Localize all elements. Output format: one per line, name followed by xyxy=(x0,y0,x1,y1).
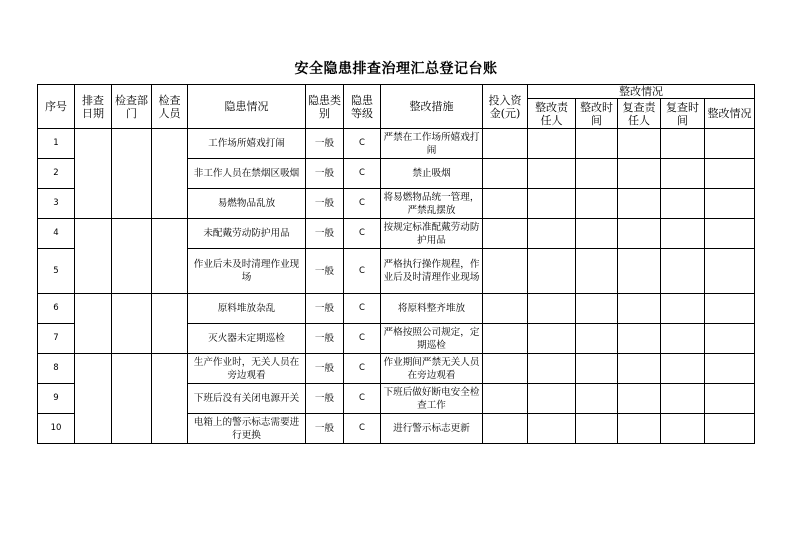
rectify-person-cell xyxy=(528,324,576,354)
rectify-status-cell xyxy=(705,384,755,414)
measure-cell: 作业期间严禁无关人员在旁边观看 xyxy=(381,354,483,384)
rectify-status-cell xyxy=(705,189,755,219)
type-cell: 一般 xyxy=(306,219,344,249)
investment-cell xyxy=(483,219,528,249)
hazard-cell: 非工作人员在禁烟区吸烟 xyxy=(188,159,306,189)
table-row xyxy=(38,354,755,384)
header-rectify-status: 整改情况 xyxy=(705,99,755,129)
investment-cell xyxy=(483,294,528,324)
review-time-cell xyxy=(661,384,705,414)
review-person-cell xyxy=(618,129,661,159)
dept-cell xyxy=(112,294,152,354)
rectify-person-cell xyxy=(528,294,576,324)
rectify-person-cell xyxy=(528,414,576,444)
header-rectify-group: 整改情况 xyxy=(528,85,755,99)
review-person-cell xyxy=(618,189,661,219)
review-person-cell xyxy=(618,354,661,384)
header-hazard-level: 隐患等级 xyxy=(344,85,381,129)
row-number: 5 xyxy=(38,249,75,294)
hazard-cell: 未配戴劳动防护用品 xyxy=(188,219,306,249)
rectify-status-cell xyxy=(705,159,755,189)
type-cell: 一般 xyxy=(306,294,344,324)
row-number: 10 xyxy=(38,414,75,444)
row-number: 1 xyxy=(38,129,75,159)
hazard-ledger-table xyxy=(37,84,755,444)
date-cell xyxy=(75,354,112,444)
level-cell: C xyxy=(344,324,381,354)
type-cell: 一般 xyxy=(306,324,344,354)
review-time-cell xyxy=(661,189,705,219)
rectify-person-cell xyxy=(528,219,576,249)
inspector-cell xyxy=(152,129,188,219)
level-cell: C xyxy=(344,294,381,324)
row-number: 9 xyxy=(38,384,75,414)
header-check-dept: 检查部门 xyxy=(112,85,152,129)
header-check-date: 排查日期 xyxy=(75,85,112,129)
hazard-cell: 下班后没有关闭电源开关 xyxy=(188,384,306,414)
rectify-status-cell xyxy=(705,129,755,159)
header-inspector: 检查人员 xyxy=(152,85,188,129)
rectify-time-cell xyxy=(576,129,618,159)
date-cell xyxy=(75,129,112,219)
rectify-status-cell xyxy=(705,294,755,324)
type-cell: 一般 xyxy=(306,129,344,159)
level-cell: C xyxy=(344,189,381,219)
header-measure: 整改措施 xyxy=(381,85,483,129)
rectify-person-cell xyxy=(528,129,576,159)
review-time-cell xyxy=(661,324,705,354)
dept-cell xyxy=(112,219,152,294)
rectify-person-cell xyxy=(528,159,576,189)
review-person-cell xyxy=(618,384,661,414)
review-time-cell xyxy=(661,414,705,444)
hazard-cell: 原料堆放杂乱 xyxy=(188,294,306,324)
rectify-status-cell xyxy=(705,219,755,249)
page-title: 安全隐患排查治理汇总登记台账 xyxy=(294,61,498,77)
measure-cell: 禁止吸烟 xyxy=(381,159,483,189)
rectify-time-cell xyxy=(576,354,618,384)
dept-cell xyxy=(112,129,152,219)
header-hazard-type: 隐患类别 xyxy=(306,85,344,129)
rectify-time-cell xyxy=(576,159,618,189)
rectify-person-cell xyxy=(528,249,576,294)
review-time-cell xyxy=(661,249,705,294)
review-person-cell xyxy=(618,414,661,444)
investment-cell xyxy=(483,414,528,444)
type-cell: 一般 xyxy=(306,354,344,384)
date-cell xyxy=(75,294,112,354)
rectify-status-cell xyxy=(705,414,755,444)
hazard-cell: 工作场所嬉戏打闹 xyxy=(188,129,306,159)
rectify-status-cell xyxy=(705,324,755,354)
header-rectify-time: 整改时间 xyxy=(576,99,618,129)
hazard-cell: 易燃物品乱放 xyxy=(188,189,306,219)
header-seq: 序号 xyxy=(38,85,75,129)
review-person-cell xyxy=(618,159,661,189)
review-time-cell xyxy=(661,294,705,324)
level-cell: C xyxy=(344,414,381,444)
measure-cell: 严格按照公司规定，定期巡检 xyxy=(381,324,483,354)
investment-cell xyxy=(483,249,528,294)
row-number: 4 xyxy=(38,219,75,249)
table-row xyxy=(38,219,755,249)
investment-cell xyxy=(483,384,528,414)
rectify-time-cell xyxy=(576,249,618,294)
type-cell: 一般 xyxy=(306,384,344,414)
review-person-cell xyxy=(618,324,661,354)
header-hazard: 隐患情况 xyxy=(188,85,306,129)
review-person-cell xyxy=(618,249,661,294)
header-review-time: 复查时间 xyxy=(661,99,705,129)
investment-cell xyxy=(483,189,528,219)
type-cell: 一般 xyxy=(306,159,344,189)
measure-cell: 下班后做好断电安全检查工作 xyxy=(381,384,483,414)
review-time-cell xyxy=(661,159,705,189)
hazard-cell: 作业后未及时清理作业现场 xyxy=(188,249,306,294)
row-number: 2 xyxy=(38,159,75,189)
investment-cell xyxy=(483,159,528,189)
header-rectify-person: 整改责任人 xyxy=(528,99,576,129)
investment-cell xyxy=(483,324,528,354)
rectify-person-cell xyxy=(528,354,576,384)
rectify-status-cell xyxy=(705,249,755,294)
investment-cell xyxy=(483,354,528,384)
header-review-person: 复查责任人 xyxy=(618,99,661,129)
review-person-cell xyxy=(618,219,661,249)
measure-cell: 严禁在工作场所嬉戏打闹 xyxy=(381,129,483,159)
review-time-cell xyxy=(661,219,705,249)
level-cell: C xyxy=(344,159,381,189)
measure-cell: 进行警示标志更新 xyxy=(381,414,483,444)
hazard-cell: 灭火器未定期巡检 xyxy=(188,324,306,354)
row-number: 6 xyxy=(38,294,75,324)
row-number: 7 xyxy=(38,324,75,354)
type-cell: 一般 xyxy=(306,189,344,219)
table-row xyxy=(38,129,755,159)
table-row xyxy=(38,294,755,324)
type-cell: 一般 xyxy=(306,249,344,294)
header-investment: 投入资金(元) xyxy=(483,85,528,129)
inspector-cell xyxy=(152,354,188,444)
level-cell: C xyxy=(344,219,381,249)
investment-cell xyxy=(483,129,528,159)
rectify-time-cell xyxy=(576,324,618,354)
level-cell: C xyxy=(344,249,381,294)
measure-cell: 按规定标准配戴劳动防护用品 xyxy=(381,219,483,249)
review-time-cell xyxy=(661,354,705,384)
date-cell xyxy=(75,219,112,294)
measure-cell: 严格执行操作规程，作业后及时清理作业现场 xyxy=(381,249,483,294)
rectify-time-cell xyxy=(576,414,618,444)
hazard-cell: 生产作业时，无关人员在旁边观看 xyxy=(188,354,306,384)
rectify-time-cell xyxy=(576,384,618,414)
rectify-time-cell xyxy=(576,189,618,219)
type-cell: 一般 xyxy=(306,414,344,444)
row-number: 3 xyxy=(38,189,75,219)
inspector-cell xyxy=(152,219,188,294)
measure-cell: 将原料整齐堆放 xyxy=(381,294,483,324)
level-cell: C xyxy=(344,384,381,414)
hazard-cell: 电箱上的警示标志需要进行更换 xyxy=(188,414,306,444)
rectify-person-cell xyxy=(528,384,576,414)
row-number: 8 xyxy=(38,354,75,384)
level-cell: C xyxy=(344,129,381,159)
dept-cell xyxy=(112,354,152,444)
level-cell: C xyxy=(344,354,381,384)
rectify-time-cell xyxy=(576,294,618,324)
measure-cell: 将易燃物品统一管理，严禁乱摆放 xyxy=(381,189,483,219)
rectify-status-cell xyxy=(705,354,755,384)
review-person-cell xyxy=(618,294,661,324)
review-time-cell xyxy=(661,129,705,159)
inspector-cell xyxy=(152,294,188,354)
rectify-time-cell xyxy=(576,219,618,249)
rectify-person-cell xyxy=(528,189,576,219)
